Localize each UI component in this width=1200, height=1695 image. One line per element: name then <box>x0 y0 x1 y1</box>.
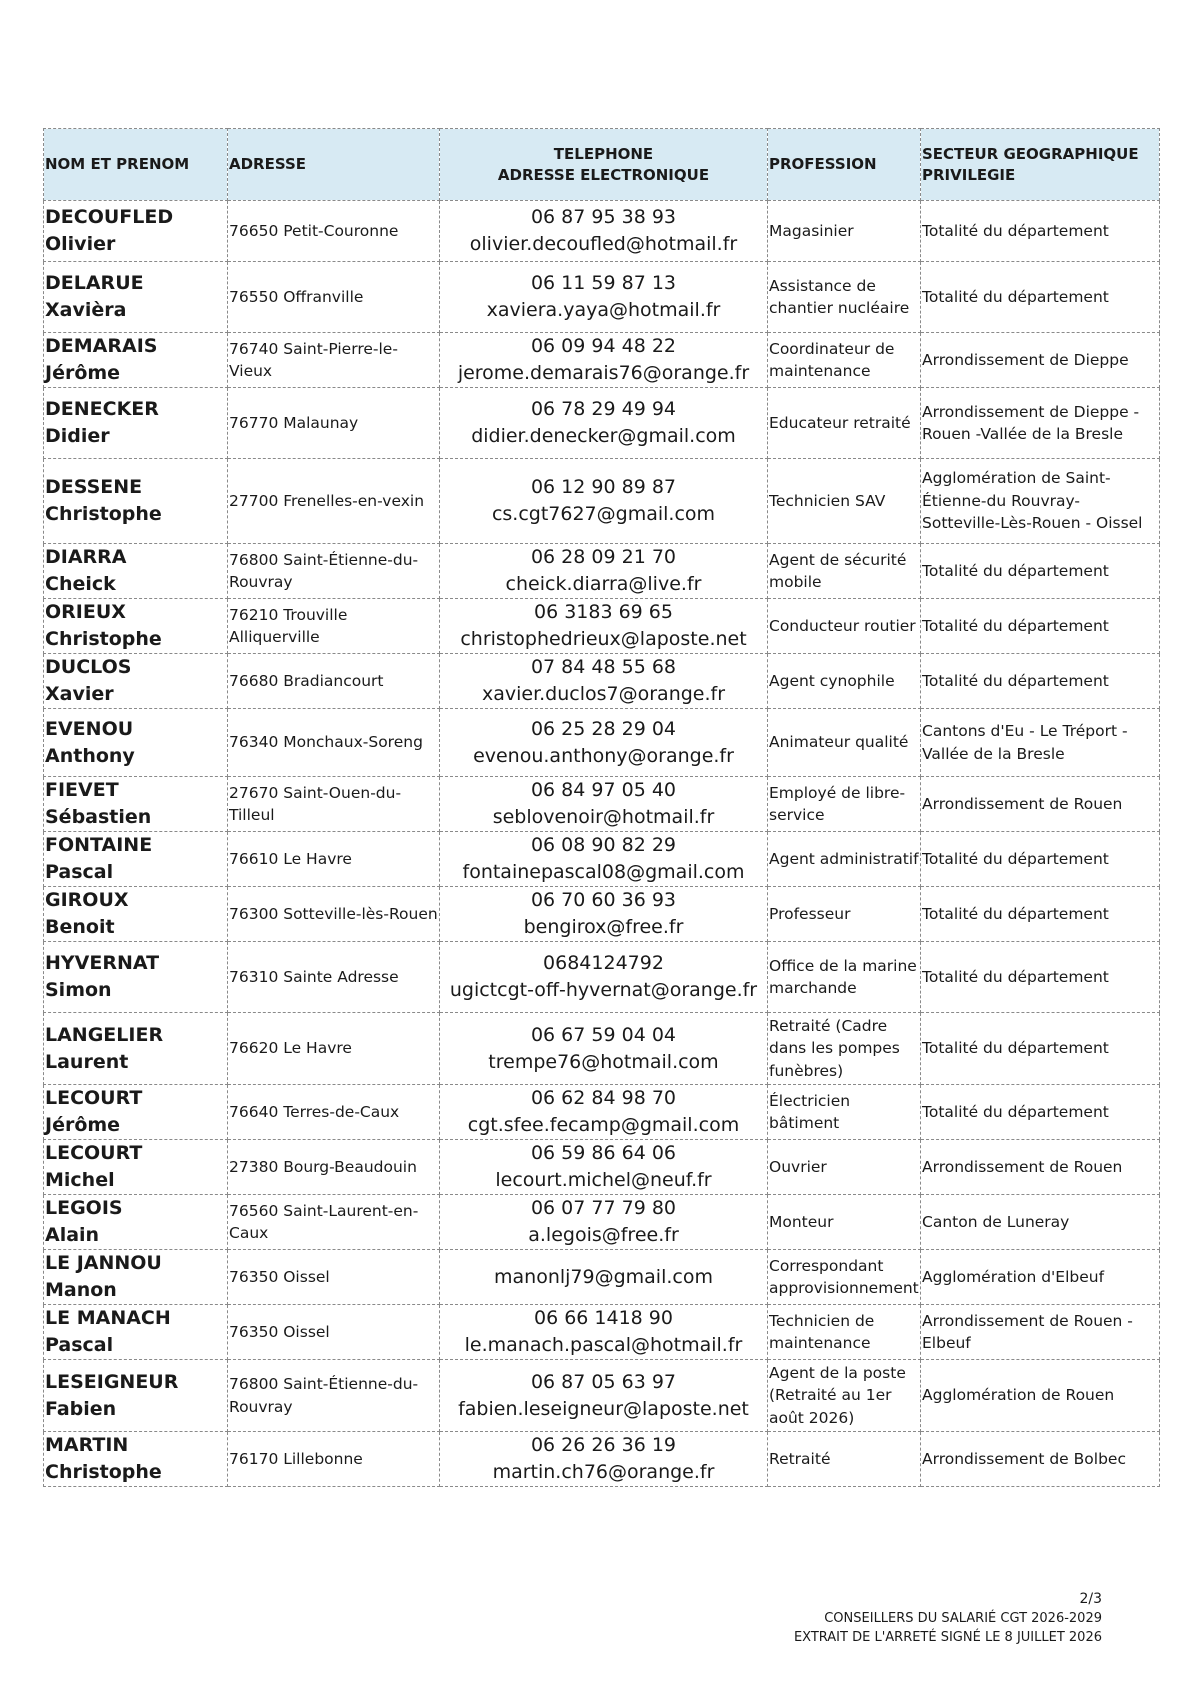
profession-cell: Assistance de chantier nucléaire <box>768 262 921 333</box>
email-address: xaviera.yaya@hotmail.fr <box>486 299 721 321</box>
table-row <box>44 333 1160 388</box>
sector-cell: Agglomération de Saint-Étienne-du Rouvray- Sotteville-Lès-Rouen - Oissel <box>921 459 1160 544</box>
first-name: Simon <box>45 979 112 1001</box>
address-cell: 27380 Bourg-Beaudouin <box>228 1140 440 1195</box>
profession-cell: Employé de libre-service <box>768 777 921 832</box>
address-cell: 76350 Oissel <box>228 1305 440 1360</box>
email-address: fontainepascal08@gmail.com <box>462 861 745 883</box>
table-row <box>44 832 1160 887</box>
name-cell <box>44 459 228 544</box>
name-cell <box>44 1432 228 1487</box>
address-cell: 76800 Saint-Étienne-du-Rouvray <box>228 1360 440 1432</box>
email-address: a.legois@free.fr <box>528 1224 679 1246</box>
address-cell: 76740 Saint-Pierre-le-Vieux <box>228 333 440 388</box>
first-name: Christophe <box>45 1461 162 1483</box>
name-cell <box>44 777 228 832</box>
email-address: cheick.diarra@live.fr <box>505 573 702 595</box>
name-cell <box>44 1305 228 1360</box>
last-name: MARTIN <box>45 1434 129 1456</box>
table-row <box>44 201 1160 262</box>
profession-cell: Électricien bâtiment <box>768 1085 921 1140</box>
name-cell <box>44 1013 228 1085</box>
address-cell: 76680 Bradiancourt <box>228 654 440 709</box>
address-cell: 76170 Lillebonne <box>228 1432 440 1487</box>
profession-cell: Animateur qualité <box>768 709 921 777</box>
phone-number: 06 28 09 21 70 <box>530 546 677 568</box>
address-cell: 76610 Le Havre <box>228 832 440 887</box>
sector-cell: Arrondissement de Dieppe <box>921 333 1160 388</box>
last-name: EVENOU <box>45 717 134 740</box>
profession-cell: Conducteur routier <box>768 599 921 654</box>
profession-cell: Agent cynophile <box>768 654 921 709</box>
header-profession: PROFESSION <box>768 129 921 201</box>
last-name: LECOURT <box>45 1087 143 1109</box>
first-name: Xavier <box>45 683 114 705</box>
name-cell <box>44 544 228 599</box>
table-row <box>44 1085 1160 1140</box>
phone-number: 06 66 1418 90 <box>533 1307 673 1329</box>
table-row <box>44 262 1160 333</box>
counselors-table <box>43 128 1160 1487</box>
first-name: Didier <box>45 425 110 447</box>
header-contact <box>440 129 768 201</box>
sector-cell: Totalité du département <box>921 832 1160 887</box>
first-name: Alain <box>45 1224 100 1246</box>
phone-number: 06 07 77 79 80 <box>530 1197 677 1219</box>
contact-cell <box>440 777 768 832</box>
email-address: bengirox@free.fr <box>523 916 684 938</box>
profession-cell: Correspondant approvisionnement <box>768 1250 921 1305</box>
header-sector-line1: SECTEUR GEOGRAPHIQUE <box>922 144 1139 163</box>
sector-cell: Agglomération de Rouen <box>921 1360 1160 1432</box>
table-row <box>44 709 1160 777</box>
table-row <box>44 1250 1160 1305</box>
last-name: DELARUE <box>45 272 144 294</box>
profession-cell: Agent administratif <box>768 832 921 887</box>
sector-cell: Totalité du département <box>921 942 1160 1013</box>
sector-cell: Arrondissement de Dieppe - Rouen -Vallée de la Bresle <box>921 388 1160 459</box>
email-address: didier.denecker@gmail.com <box>471 425 736 447</box>
address-cell: 76210 Trouville Alliquerville <box>228 599 440 654</box>
first-name: Sébastien <box>45 806 152 828</box>
email-address: olivier.decoufled@hotmail.fr <box>469 233 738 255</box>
sector-cell: Cantons d'Eu - Le Tréport - Vallée de la Bresle <box>921 709 1160 777</box>
phone-number: 06 84 97 05 40 <box>530 779 677 801</box>
last-name: DUCLOS <box>45 656 132 678</box>
sector-cell: Agglomération d'Elbeuf <box>921 1250 1160 1305</box>
contact-cell <box>440 1432 768 1487</box>
last-name: FONTAINE <box>45 834 153 856</box>
sector-cell: Totalité du département <box>921 201 1160 262</box>
contact-cell <box>440 887 768 942</box>
first-name: Olivier <box>45 233 116 255</box>
name-cell <box>44 1250 228 1305</box>
first-name: Christophe <box>45 503 162 525</box>
first-name: Cheick <box>45 573 116 595</box>
address-cell: 76650 Petit-Couronne <box>228 201 440 262</box>
profession-cell: Agent de sécurité mobile <box>768 544 921 599</box>
footer-title: CONSEILLERS DU SALARIÉ CGT 2026-2029 <box>824 1611 1102 1626</box>
address-cell: 76770 Malaunay <box>228 388 440 459</box>
contact-cell <box>440 1013 768 1085</box>
last-name: LECOURT <box>45 1142 143 1164</box>
contact-cell <box>440 599 768 654</box>
table-row <box>44 654 1160 709</box>
profession-cell: Office de la marine marchande <box>768 942 921 1013</box>
sector-cell: Totalité du département <box>921 1085 1160 1140</box>
sector-cell: Arrondissement de Rouen - Elbeuf <box>921 1305 1160 1360</box>
table-row <box>44 1360 1160 1432</box>
last-name: GIROUX <box>45 889 129 911</box>
last-name: DEMARAIS <box>45 335 158 357</box>
table-row <box>44 1195 1160 1250</box>
phone-number: 06 08 90 82 29 <box>530 834 677 856</box>
sector-cell: Totalité du département <box>921 262 1160 333</box>
profession-cell: Retraité <box>768 1432 921 1487</box>
email-address: xavier.duclos7@orange.fr <box>481 683 726 705</box>
table-row <box>44 777 1160 832</box>
address-cell: 76340 Monchaux-Soreng <box>228 709 440 777</box>
email-address: le.manach.pascal@hotmail.fr <box>464 1334 743 1356</box>
last-name: LE MANACH <box>45 1307 171 1329</box>
sector-cell: Totalité du département <box>921 1013 1160 1085</box>
phone-number: 06 09 94 48 22 <box>530 335 677 357</box>
profession-cell: Ouvrier <box>768 1140 921 1195</box>
table-row <box>44 1305 1160 1360</box>
contact-cell <box>440 1305 768 1360</box>
address-cell: 76640 Terres-de-Caux <box>228 1085 440 1140</box>
phone-number: 06 59 86 64 06 <box>530 1142 677 1164</box>
phone-number: 06 87 95 38 93 <box>530 206 677 228</box>
first-name: Anthony <box>45 744 135 767</box>
last-name: HYVERNAT <box>45 952 160 974</box>
contact-cell <box>440 459 768 544</box>
email-address: christophedrieux@laposte.net <box>460 628 747 650</box>
email-address: manonlj79@gmail.com <box>494 1265 713 1288</box>
address-cell: 76300 Sotteville-lès-Rouen <box>228 887 440 942</box>
contact-cell <box>440 1140 768 1195</box>
phone-number: 0684124792 <box>543 952 664 974</box>
address-cell: 76560 Saint-Laurent-en-Caux <box>228 1195 440 1250</box>
name-cell <box>44 832 228 887</box>
table-row <box>44 459 1160 544</box>
name-cell <box>44 388 228 459</box>
phone-number: 07 84 48 55 68 <box>530 656 677 678</box>
first-name: Jérôme <box>45 1114 121 1136</box>
header-contact-phone: TELEPHONE <box>553 144 654 163</box>
profession-cell: Educateur retraité <box>768 388 921 459</box>
header-name: NOM ET PRENOM <box>44 129 228 201</box>
email-address: seblovenoir@hotmail.fr <box>492 806 715 828</box>
contact-cell <box>440 388 768 459</box>
name-cell <box>44 599 228 654</box>
phone-number: 06 62 84 98 70 <box>530 1087 677 1109</box>
email-address: fabien.leseigneur@laposte.net <box>458 1397 749 1420</box>
contact-cell <box>440 1085 768 1140</box>
name-cell <box>44 887 228 942</box>
contact-cell <box>440 942 768 1013</box>
name-cell <box>44 1140 228 1195</box>
profession-cell: Monteur <box>768 1195 921 1250</box>
sector-cell: Canton de Luneray <box>921 1195 1160 1250</box>
address-cell: 76350 Oissel <box>228 1250 440 1305</box>
table-row <box>44 388 1160 459</box>
name-cell <box>44 942 228 1013</box>
table-row <box>44 1013 1160 1085</box>
last-name: DESSENE <box>45 476 143 498</box>
first-name: Pascal <box>45 1334 114 1356</box>
phone-number: 06 70 60 36 93 <box>530 889 677 911</box>
table-row <box>44 544 1160 599</box>
phone-number: 06 12 90 89 87 <box>530 476 677 498</box>
email-address: trempe76@hotmail.com <box>488 1050 719 1073</box>
email-address: ugictcgt-off-hyvernat@orange.fr <box>449 979 758 1001</box>
name-cell <box>44 1085 228 1140</box>
address-cell: 76620 Le Havre <box>228 1013 440 1085</box>
address-cell: 76800 Saint-Étienne-du-Rouvray <box>228 544 440 599</box>
contact-cell <box>440 544 768 599</box>
last-name: FIEVET <box>45 779 119 801</box>
address-cell: 76550 Offranville <box>228 262 440 333</box>
profession-cell: Retraité (Cadre dans les pompes funèbres) <box>768 1013 921 1085</box>
last-name: DIARRA <box>45 546 127 568</box>
email-address: martin.ch76@orange.fr <box>492 1461 715 1483</box>
email-address: lecourt.michel@neuf.fr <box>495 1169 712 1191</box>
table-row <box>44 942 1160 1013</box>
first-name: Laurent <box>45 1050 129 1073</box>
last-name: LEGOIS <box>45 1197 123 1219</box>
header-address: ADRESSE <box>228 129 440 201</box>
sector-cell: Totalité du département <box>921 599 1160 654</box>
first-name: Xavièra <box>45 299 127 321</box>
contact-cell <box>440 832 768 887</box>
first-name: Michel <box>45 1169 115 1191</box>
sector-cell: Arrondissement de Bolbec <box>921 1432 1160 1487</box>
sector-cell: Totalité du département <box>921 654 1160 709</box>
contact-cell <box>440 333 768 388</box>
sector-cell: Arrondissement de Rouen <box>921 1140 1160 1195</box>
phone-number: 06 26 26 36 19 <box>530 1434 677 1456</box>
sector-cell: Totalité du département <box>921 887 1160 942</box>
email-address: cs.cgt7627@gmail.com <box>491 503 716 525</box>
phone-number: 06 25 28 29 04 <box>530 717 677 740</box>
last-name: LANGELIER <box>45 1023 164 1046</box>
name-cell <box>44 201 228 262</box>
header-sector-line2: PRIVILEGIE <box>922 165 1016 184</box>
profession-cell: Technicien de maintenance <box>768 1305 921 1360</box>
contact-cell <box>440 262 768 333</box>
first-name: Jérôme <box>45 362 121 384</box>
last-name: DENECKER <box>45 398 159 420</box>
profession-cell: Magasinier <box>768 201 921 262</box>
name-cell <box>44 1195 228 1250</box>
name-cell <box>44 333 228 388</box>
profession-cell: Coordinateur de maintenance <box>768 333 921 388</box>
contact-cell <box>440 654 768 709</box>
last-name: LESEIGNEUR <box>45 1370 179 1393</box>
phone-number: 06 3183 69 65 <box>533 601 673 623</box>
table-row <box>44 1432 1160 1487</box>
phone-number: 06 87 05 63 97 <box>530 1370 677 1393</box>
email-address: evenou.anthony@orange.fr <box>473 744 734 767</box>
table-row <box>44 1140 1160 1195</box>
email-address: cgt.sfee.fecamp@gmail.com <box>467 1114 740 1136</box>
sector-cell: Arrondissement de Rouen <box>921 777 1160 832</box>
table-row <box>44 887 1160 942</box>
first-name: Christophe <box>45 628 162 650</box>
profession-cell: Technicien SAV <box>768 459 921 544</box>
first-name: Fabien <box>45 1397 117 1420</box>
email-address: jerome.demarais76@orange.fr <box>457 362 750 384</box>
contact-cell <box>440 1195 768 1250</box>
name-cell <box>44 709 228 777</box>
sector-cell: Totalité du département <box>921 544 1160 599</box>
first-name: Pascal <box>45 861 114 883</box>
table-header-row <box>44 129 1160 201</box>
name-cell <box>44 654 228 709</box>
first-name: Manon <box>45 1279 117 1301</box>
table-body <box>44 201 1160 1487</box>
last-name: DECOUFLED <box>45 206 174 228</box>
phone-number: 06 67 59 04 04 <box>530 1023 677 1046</box>
phone-number: 06 11 59 87 13 <box>530 272 677 294</box>
profession-cell: Professeur <box>768 887 921 942</box>
phone-number: 06 78 29 49 94 <box>530 398 677 420</box>
first-name: Benoit <box>45 916 115 938</box>
contact-cell <box>440 709 768 777</box>
profession-cell: Agent de la poste (Retraité au 1er août 2026) <box>768 1360 921 1432</box>
header-contact-email: ADRESSE ELECTRONIQUE <box>497 165 710 184</box>
table-row <box>44 599 1160 654</box>
last-name: ORIEUX <box>45 601 126 623</box>
contact-cell <box>440 1250 768 1305</box>
address-cell: 27670 Saint-Ouen-du-Tilleul <box>228 777 440 832</box>
contact-cell <box>440 1360 768 1432</box>
address-cell: 27700 Frenelles-en-vexin <box>228 459 440 544</box>
name-cell <box>44 1360 228 1432</box>
page-number: 2/3 <box>1079 1591 1102 1607</box>
last-name: LE JANNOU <box>45 1252 162 1274</box>
address-cell: 76310 Sainte Adresse <box>228 942 440 1013</box>
page-footer <box>794 1590 1102 1647</box>
name-cell <box>44 262 228 333</box>
contact-cell <box>440 201 768 262</box>
header-sector <box>921 129 1160 201</box>
footer-decree: EXTRAIT DE L'ARRETÉ SIGNÉ LE 8 JUILLET 2026 <box>793 1630 1102 1645</box>
